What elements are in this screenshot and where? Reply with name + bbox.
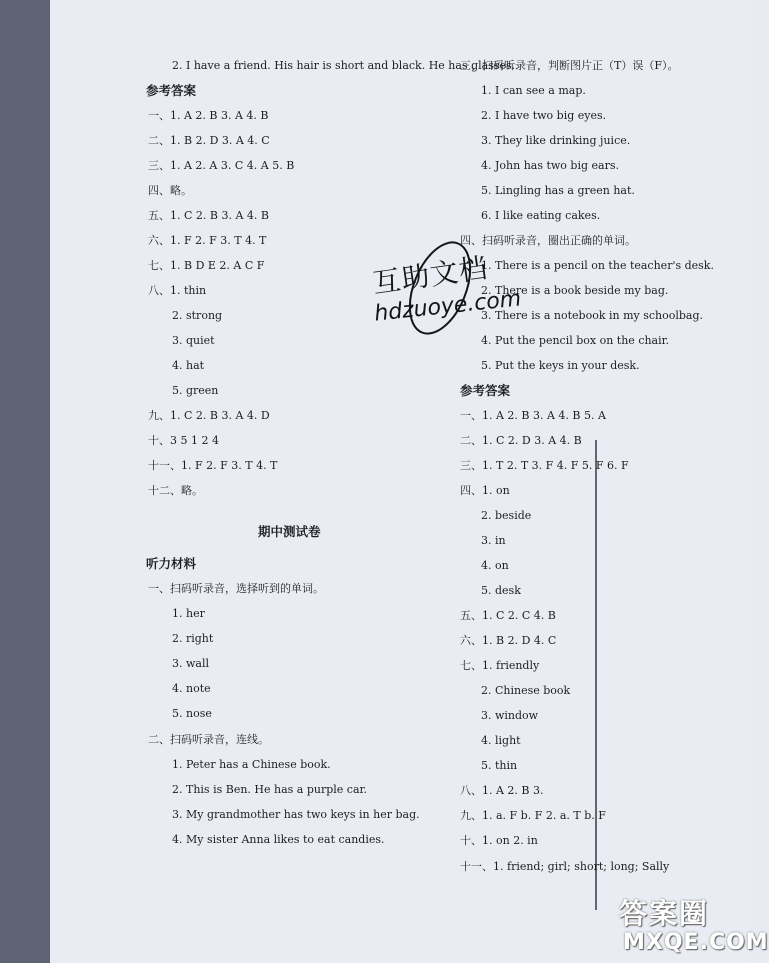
text-line: 5. green (172, 384, 219, 397)
text-line: 2. There is a book beside my bag. (481, 284, 669, 297)
text-line: 4. John has two big ears. (481, 159, 619, 172)
text-line: 三、1. A 2. A 3. C 4. A 5. B (148, 159, 295, 172)
text-line: 3. in (481, 534, 506, 547)
text-line: 七、1. B D E 2. A C F (148, 259, 265, 272)
text-line: 四、略。 (148, 184, 192, 197)
text-line: 4. on (481, 559, 509, 572)
text-line: 3. There is a notebook in my schoolbag. (481, 309, 704, 322)
text-line: 十、3 5 1 2 4 (148, 434, 219, 447)
text-line: 九、1. a. F b. F 2. a. T b. F (460, 809, 606, 822)
text-line: 5. thin (481, 759, 518, 772)
text-line: 二、扫码听录音，连线。 (148, 733, 269, 746)
text-line: 5. Lingling has a green hat. (481, 184, 635, 197)
text-line: 4. My sister Anna likes to eat candies. (172, 833, 385, 846)
exam-title: 期中测试卷 (258, 524, 321, 539)
handwritten-watermark (368, 228, 523, 348)
section-heading: 参考答案 (460, 383, 511, 398)
text-line: 3. window (481, 709, 539, 722)
text-line: 4. hat (172, 359, 205, 372)
text-line: 四、扫码听录音，圈出正确的单词。 (460, 234, 636, 247)
text-line: 十一、1. friend; girl; short; long; Sally (460, 860, 670, 873)
corner-site-logo (615, 888, 769, 963)
text-line: 4. Put the pencil box on the chair. (481, 334, 670, 347)
text-line: 2. I have a friend. His hair is short and black. He has glasses. (172, 59, 516, 72)
text-line: 八、1. A 2. B 3. (460, 784, 544, 797)
text-line: 5. desk (481, 584, 521, 597)
corner-logo-url: MXQE.COM (623, 930, 769, 955)
text-line: 一、扫码听录音，选择听到的单词。 (148, 582, 324, 595)
text-line: 六、1. B 2. D 4. C (460, 634, 557, 647)
text-line: 三、1. T 2. T 3. F 4. F 5. F 6. F (460, 459, 629, 472)
text-line: 七、1. friendly (460, 659, 540, 672)
text-line: 三、扫码听录音，判断图片正（T）误（F）。 (460, 59, 679, 72)
text-line: 二、1. B 2. D 3. A 4. C (148, 134, 270, 147)
scan-left-edge (0, 0, 50, 963)
text-line: 2. Chinese book (481, 684, 571, 697)
text-line: 3. They like drinking juice. (481, 134, 631, 147)
text-line: 一、1. A 2. B 3. A 4. B 5. A (460, 409, 606, 422)
text-line: 2. right (172, 632, 214, 645)
text-line: 5. Put the keys in your desk. (481, 359, 640, 372)
watermark-url: hdzuoye.com (373, 286, 523, 327)
text-line: 3. My grandmother has two keys in her bag. (172, 808, 420, 821)
text-line: 1. her (172, 607, 205, 620)
watermark-cn: 互助文档 (370, 251, 490, 300)
text-line: 4. note (172, 682, 211, 695)
text-line: 6. I like eating cakes. (481, 209, 601, 222)
text-line: 五、1. C 2. C 4. B (460, 609, 556, 622)
text-line: 六、1. F 2. F 3. T 4. T (148, 234, 267, 247)
text-line: 2. This is Ben. He has a purple car. (172, 783, 368, 796)
text-line: 十二、略。 (148, 484, 203, 497)
text-line: 2. I have two big eyes. (481, 109, 607, 122)
text-line: 九、1. C 2. B 3. A 4. D (148, 409, 270, 422)
text-line: 二、1. C 2. D 3. A 4. B (460, 434, 582, 447)
text-line: 四、1. on (460, 484, 510, 497)
text-line: 4. light (481, 734, 521, 747)
text-line: 五、1. C 2. B 3. A 4. B (148, 209, 269, 222)
text-line: 3. quiet (172, 334, 215, 347)
text-line: 十一、1. F 2. F 3. T 4. T (148, 459, 278, 472)
text-line: 八、1. thin (148, 284, 207, 297)
section-heading: 听力材料 (146, 556, 197, 571)
column-divider (595, 440, 597, 910)
text-line: 2. strong (172, 309, 223, 322)
text-line: 1. I can see a map. (481, 84, 586, 97)
text-line: 5. nose (172, 707, 212, 720)
text-line: 1. There is a pencil on the teacher's desk. (481, 259, 714, 272)
text-line: 一、1. A 2. B 3. A 4. B (148, 109, 269, 122)
text-line: 3. wall (172, 657, 210, 670)
corner-logo-cn: 答案圈 (619, 897, 710, 930)
section-heading: 参考答案 (146, 83, 197, 98)
text-line: 2. beside (481, 509, 532, 522)
text-line: 1. Peter has a Chinese book. (172, 758, 331, 771)
text-line: 十、1. on 2. in (460, 834, 538, 847)
